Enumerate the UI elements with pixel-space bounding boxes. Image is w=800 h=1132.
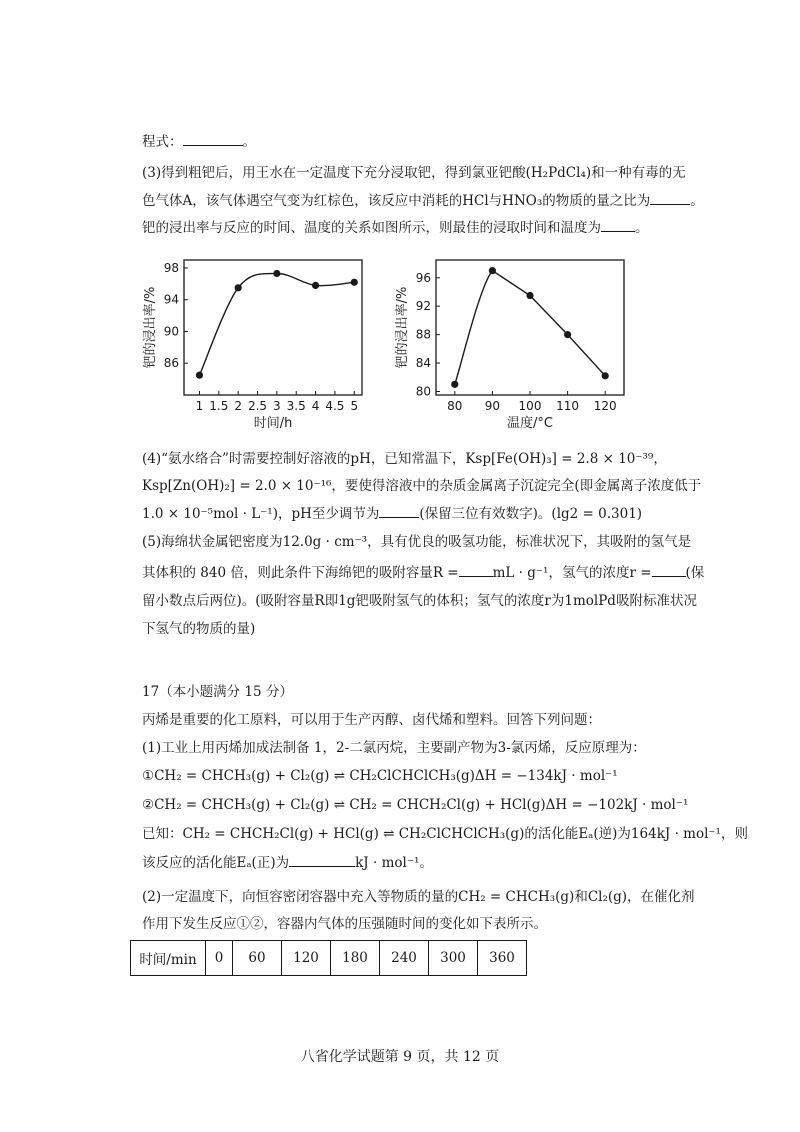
data-point: [526, 292, 533, 299]
x-tick-label: 3: [273, 399, 281, 413]
question-17-part-2-line-1: (2)一定温度下，向恒容密闭容器中充入等物质的量的CH₂ = CHCH₃(g)和Cl₂(g)，在催化剂: [142, 889, 695, 905]
x-tick-label: 100: [518, 399, 542, 413]
answer-blank[interactable]: [652, 563, 686, 577]
question-5-line-4: 下氢气的物质的量): [142, 621, 256, 637]
text: (保留三位有效数字)。(lg2 = 0.301): [419, 506, 643, 522]
table-cell: 300: [429, 941, 478, 976]
question-4-line-3: [142, 504, 642, 523]
question-3-line-1: (3)得到粗钯后，用王水在一定温度下充分浸取钯，得到氯亚钯酸(H₂PdCl₄)和一种有毒的无: [142, 165, 686, 181]
table-row: [131, 941, 527, 976]
reaction-1: ①CH₂ = CHCH₃(g) + Cl₂(g) ⇌ CH₂ClCHClCH₃(g)ΔH = −134kJ · mol⁻¹: [142, 768, 618, 784]
table-cell: 360: [478, 941, 527, 976]
plot-frame: [436, 260, 624, 395]
y-tick-label: 98: [163, 260, 179, 275]
data-point: [235, 284, 242, 291]
answer-blank[interactable]: [183, 132, 243, 146]
answer-blank[interactable]: [650, 191, 690, 205]
text: 。: [635, 220, 649, 236]
x-tick-label: 90: [484, 399, 501, 413]
data-point: [273, 270, 280, 277]
activation-energy-question: [142, 853, 433, 872]
question-5-line-2: [142, 563, 704, 582]
data-point: [196, 372, 203, 379]
y-tick-label: 92: [415, 299, 431, 314]
x-tick-label: 1.5: [209, 399, 229, 413]
data-point: [564, 331, 571, 338]
data-point: [312, 282, 319, 289]
question-3-line-2: [142, 191, 704, 210]
table-cell: 0: [206, 941, 233, 976]
page-footer: 八省化学试题第 9 页，共 12 页: [300, 1049, 500, 1065]
text: 色气体A，该气体遇空气变为红棕色，该反应中消耗的HCl与HNO₃的物质的量之比为: [142, 193, 651, 209]
text: (保: [685, 565, 705, 581]
answer-blank[interactable]: [379, 504, 419, 518]
question-4-line-2: Ksp[Zn(OH)₂] = 2.0 × 10⁻¹⁶，要使得溶液中的杂质金属离子沉淀完全(即金属离子浓度低于: [142, 478, 702, 494]
text: kJ · mol⁻¹。: [355, 855, 433, 871]
x-tick-label: 2.5: [247, 399, 268, 413]
x-tick-label: 110: [556, 399, 580, 413]
question-17-part-2-line-2: 作用下发生反应①②，容器内气体的压强随时间的变化如下表所示。: [142, 916, 547, 932]
question-17-part-1: (1)工业上用丙烯加成法制备 1，2-二氯丙烷，主要副产物为3-氯丙烯，反应原理为：: [142, 740, 646, 756]
x-tick-label: 1: [195, 399, 204, 413]
data-point: [451, 381, 458, 388]
table-header-cell: 时间/min: [131, 941, 206, 976]
answer-blank[interactable]: [289, 853, 355, 867]
text: 程式：: [142, 134, 183, 150]
chart-svg: [140, 250, 370, 435]
x-axis-label: 时间/h: [253, 416, 293, 431]
y-axis-label: 钯的浸出率/%: [395, 286, 410, 369]
y-tick-label: 88: [415, 327, 431, 342]
x-tick-label: 120: [593, 399, 617, 413]
question-17-heading: 17（本小题满分 15 分）: [142, 684, 293, 700]
question-5-line-1: (5)海绵状金属钯密度为12.0g · cm⁻³，具有优良的吸氢功能，标准状况下，其吸附的氢气是: [142, 534, 692, 550]
series-line: [199, 273, 354, 375]
chart-leaching-vs-time: [140, 250, 370, 439]
table-cell: 240: [380, 941, 429, 976]
question-3-line-3: [142, 218, 649, 237]
x-tick-label: 3.5: [286, 399, 306, 413]
reaction-2: ②CH₂ = CHCH₃(g) + Cl₂(g) ⇌ CH₂ = CHCH₂Cl(g) + HCl(g)ΔH = −102kJ · mol⁻¹: [142, 797, 689, 813]
series-line: [455, 271, 605, 385]
table-cell: 60: [233, 941, 282, 976]
question-17-intro: 丙烯是重要的化工原料，可以用于生产丙醇、卤代烯和塑料。回答下列问题：: [142, 712, 601, 728]
data-point: [489, 267, 496, 274]
text: 。: [690, 193, 704, 209]
chart-svg: [392, 250, 632, 435]
question-4-line-1: (4)“氨水络合”时需要控制好溶液的pH，已知常温下，Ksp[Fe(OH)₃] = 2.8 × 10⁻³⁹，: [142, 451, 667, 467]
text: 1.0 × 10⁻⁵mol · L⁻¹)，pH至少调节为: [142, 506, 380, 522]
chart-leaching-vs-temperature: [392, 250, 632, 439]
text: 其体积的 840 倍，则此条件下海绵钯的吸附容量R =: [142, 565, 459, 581]
answer-blank[interactable]: [601, 218, 635, 232]
x-tick-label: 5: [350, 399, 359, 413]
x-axis-label: 温度/°C: [507, 416, 553, 431]
data-point: [602, 372, 609, 379]
table-cell: 120: [282, 941, 331, 976]
text: 。: [242, 134, 256, 150]
plot-frame: [184, 260, 362, 395]
data-point: [351, 279, 358, 286]
y-tick-label: 96: [415, 270, 431, 285]
text: 钯的浸出率与反应的时间、温度的关系如图所示，则最佳的浸取时间和温度为: [142, 220, 601, 236]
text: 该反应的活化能Eₐ(正)为: [142, 855, 290, 871]
known-reaction: 已知：CH₂ = CHCH₂Cl(g) + HCl(g) ⇌ CH₂ClCHClCH₃(g)的活化能Eₐ(逆)为164kJ · mol⁻¹，则: [142, 826, 748, 842]
x-tick-label: 4: [311, 399, 320, 413]
y-tick-label: 90: [163, 324, 179, 339]
table-cell: 180: [331, 941, 380, 976]
text: mL · g⁻¹，氢气的浓度r =: [492, 565, 652, 581]
y-tick-label: 86: [163, 356, 179, 371]
y-axis-label: 钯的浸出率/%: [143, 286, 158, 369]
question-5-line-3: 留小数点后两位)。(吸附容量R即1g钯吸附氢气的体积；氢气的浓度r为1molPd吸附标准状况: [142, 593, 697, 609]
line-equation-ending: [142, 132, 256, 151]
x-tick-label: 80: [447, 399, 463, 413]
y-tick-label: 84: [415, 356, 431, 371]
y-tick-label: 94: [163, 292, 179, 307]
x-tick-label: 4.5: [325, 399, 345, 413]
answer-blank[interactable]: [459, 563, 493, 577]
pressure-time-table: [130, 940, 527, 976]
y-tick-label: 80: [415, 384, 431, 399]
x-tick-label: 2: [234, 399, 242, 413]
